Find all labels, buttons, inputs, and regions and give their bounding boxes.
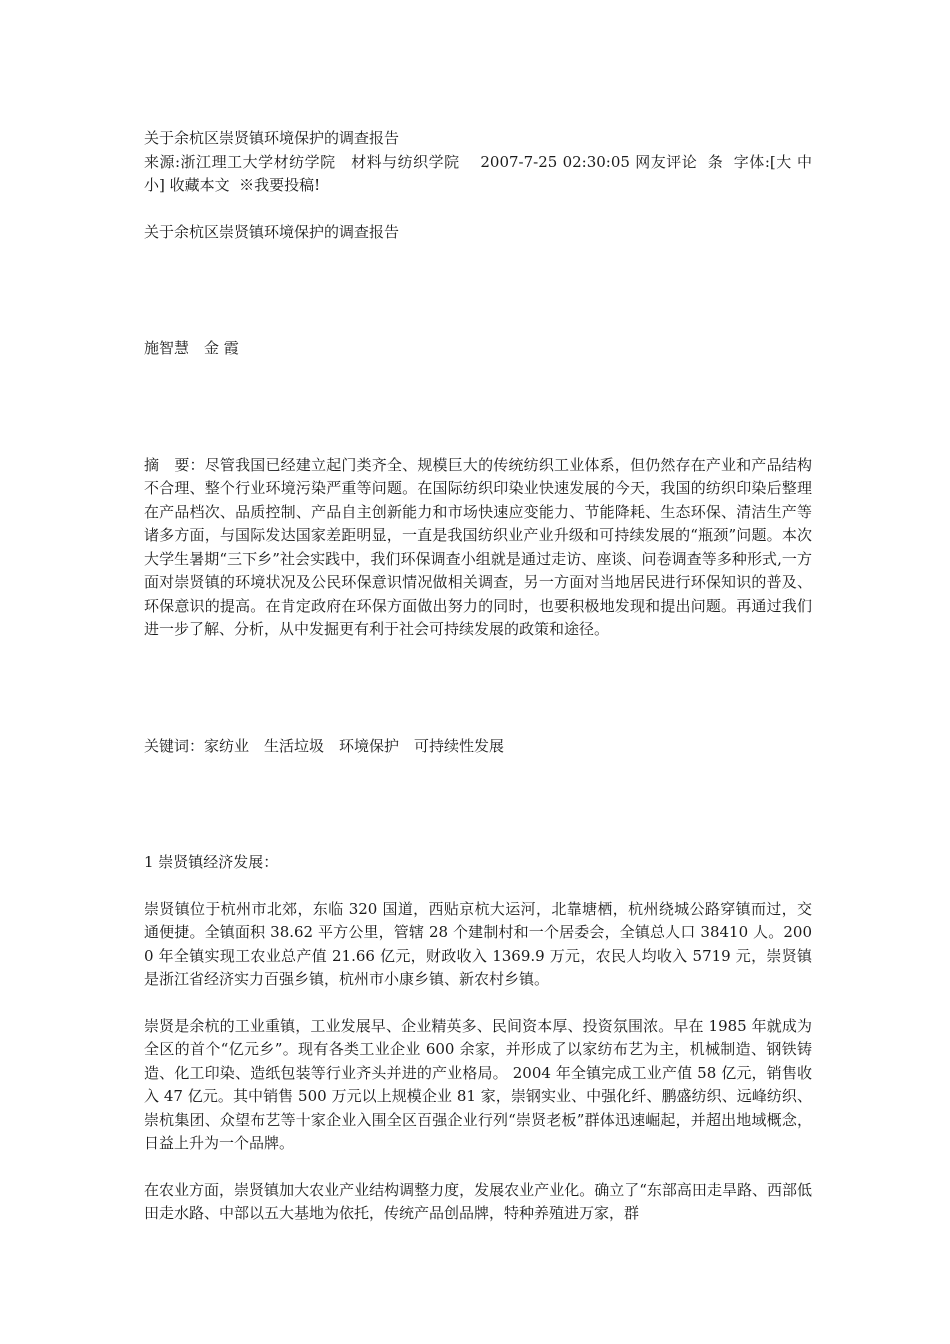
article-authors: 施智慧 金 霞 bbox=[144, 339, 239, 357]
page-title: 关于余杭区崇贤镇环境保护的调查报告 bbox=[144, 129, 400, 147]
section-heading: 1 崇贤镇经济发展： bbox=[144, 853, 279, 871]
spacer bbox=[144, 361, 812, 454]
spacer bbox=[144, 642, 812, 735]
body-paragraph: 崇贤是余杭的工业重镇，工业发展早、企业精英多、民间资本厚、投资氛围浓。早在 1985 年就成为全区的首个“亿元乡”。现有各类工业企业 600 余家，并形成了以家纺布艺为主，机械制造、钢铁铸造、化工印染、造纸包装等行业齐头并进的产业格局。 2004 年全镇完成工业产值 58 亿元，销售收入 47 亿元。其中销售 500 万元以上规模企业 81 家，崇钢实业、中强化纤、鹏盛纺织、远峰纺织、崇杭集团、众望布艺等十家企业入围全区百强企业行列“崇贤老板”群体迅速崛起，并超出地域概念，日益上升为一个品牌。 bbox=[144, 1016, 812, 1152]
spacer bbox=[144, 875, 812, 898]
source-meta-text: 来源:浙江理工大学材纺学院 材料与纺织学院 2007-7-25 02:30:05 网友评论 条 字体:[大 中 小] 收藏本文 ※我要投稿! bbox=[144, 152, 822, 194]
keywords-line: 关键词：家纺业 生活垃圾 环境保护 可持续性发展 bbox=[144, 736, 505, 755]
body-paragraph: 在农业方面，崇贤镇加大农业产业结构调整力度，发展农业产业化。确立了“东部高田走旱路、西部低田走水路、中部以五大基地为依托，传统产品创品牌，特种养殖进万家，群 bbox=[144, 1180, 812, 1222]
spacer bbox=[144, 1156, 812, 1179]
article-title: 关于余杭区崇贤镇环境保护的调查报告 bbox=[144, 222, 400, 241]
document-page bbox=[144, 127, 822, 1226]
spacer bbox=[144, 992, 812, 1015]
abstract-paragraph: 摘 要：尽管我国已经建立起门类齐全、规模巨大的传统纺织工业体系，但仍然存在产业和产品结构不合理、整个行业环境污染严重等问题。在国际纺织印染业快速发展的今天，我国的纺织印染后整理在产品档次、品质控制、产品自主创新能力和市场快速应变能力、节能降耗、生态环保、清洁生产等诸多方面，与国际发达国家差距明显，一直是我国纺织业产业升级和可持续发展的“瓶颈”问题。本次大学生暑期“三下乡”社会实践中，我们环保调查小组就是通过走访、座谈、问卷调查等多种形式,一方面对崇贤镇的环境状况及公民环保意识情况做相关调查，另一方面对当地居民进行环保知识的普及、环保意识的提高。在肯定政府在环保方面做出努力的同时，也要积极地发现和提出问题。再通过我们进一步了解、分析，从中发掘更有利于社会可持续发展的政策和途径。 bbox=[144, 455, 812, 638]
spacer bbox=[144, 198, 812, 221]
spacer bbox=[144, 244, 812, 337]
source-meta-line bbox=[144, 151, 822, 198]
spacer bbox=[144, 758, 812, 851]
body-paragraph: 崇贤镇位于杭州市北郊，东临 320 国道，西贴京杭大运河，北靠塘栖，杭州绕城公路穿镇而过，交通便捷。全镇面积 38.62 平方公里，管辖 28 个建制村和一个居委会，全镇总人口 38410 人。2000 年全镇实现工农业总产值 21.66 亿元，财政收入 1369.9 万元，农民人均收入 5719 元，崇贤镇是浙江省经济实力百强乡镇，杭州市小康乡镇、新农村乡镇。 bbox=[144, 899, 812, 988]
